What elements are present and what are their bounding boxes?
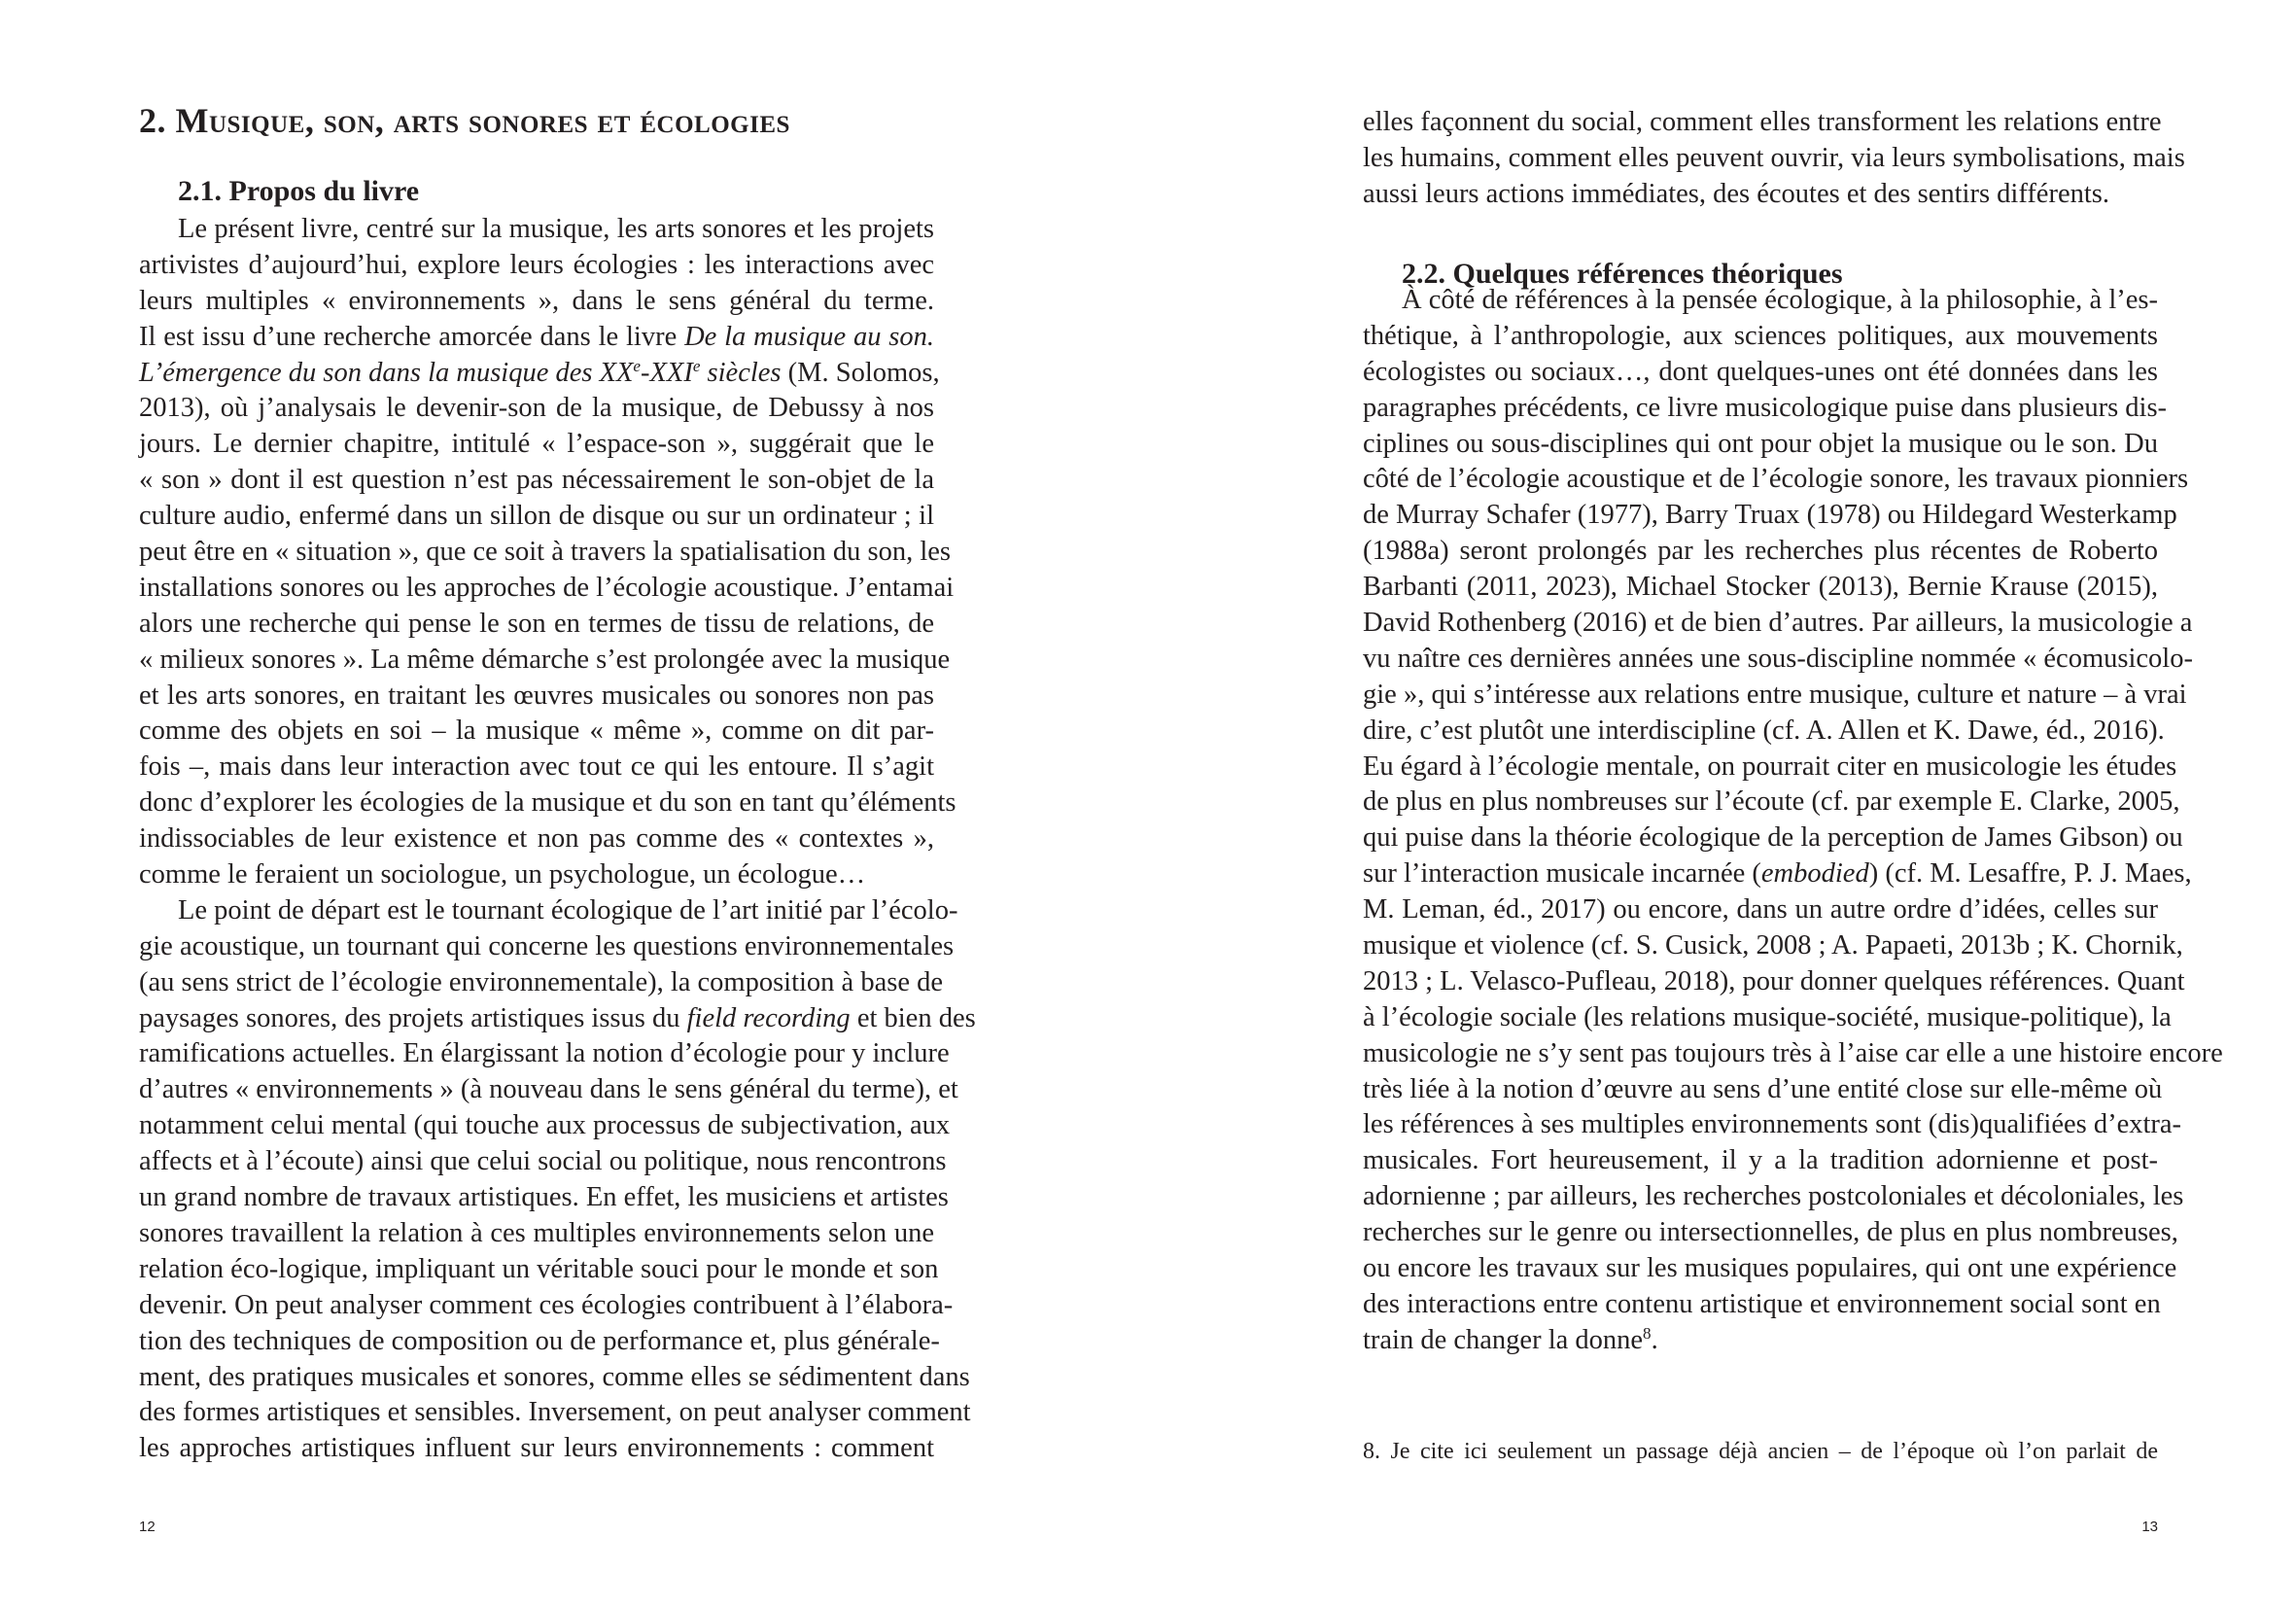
text-line [139,1395,971,1431]
text-segment: Le point de départ est le tournant écologique de l’art initié par l’écolo- [178,894,958,926]
text-segment: et bien des [850,1002,976,1033]
italic-text: embodied [1760,858,1869,890]
text-segment: (M. Solomos, [781,357,940,388]
text-segment: côté de l’écologie acoustique et de l’écologie sonore, les travaux pionniers [1363,464,2189,495]
text-segment: et les arts sonores, en traitant les œuvres musicales ou sonores non pas [139,680,934,711]
text-segment: qui puise dans la théorie écologique de la perception de James Gibson) ou [1363,822,2183,854]
section-heading-2-1: 2.1. Propos du livre [178,175,420,207]
text-segment: 2013), où j’analysais le devenir-son de la musique, de Debussy à nos [139,393,934,424]
text-segment: comme le feraient un sociologue, un psychologue, un écologue… [139,859,866,891]
text-line [139,929,955,965]
text-line [139,391,934,427]
text-segment: thétique, à l’anthropologie, aux sciences politiques, aux mouvements [1363,320,2158,351]
text-line [1363,678,2187,714]
chapter-number: 2. [139,101,176,140]
text-segment: les références à ses multiples environnements sont (dis)qualifiées d’extra- [1363,1109,2182,1140]
text-segment: musicologie ne s’y sent pas toujours très à l’aise car elle a une histoire encore [1363,1037,2223,1068]
text-segment: (1988a) seront prolongés par les recherches plus récentes de Roberto [1363,536,2158,567]
text-segment: indissociables de leur existence et non pas comme des « contextes », [139,823,934,855]
text-segment: gie », qui s’intéresse aux relations entre musique, culture et nature – à vrai [1363,679,2187,710]
text-segment: de plus en plus nombreuses sur l’écoute (cf. par exemple E. Clarke, 2005, [1363,786,2180,818]
text-line [1363,319,2158,355]
text-line [139,893,958,929]
text-segment: ciplines ou sous-disciplines qui ont pour objet la musique ou le son. Du [1363,428,2158,459]
text-line [139,1072,958,1108]
text-segment: fois –, mais dans leur interaction avec tout ce qui les entoure. Il s’agit [139,751,934,783]
text-segment: musique et violence (cf. S. Cusick, 2008 ; A. Papaeti, 2013b ; K. Chornik, [1363,930,2183,961]
text-line [1363,1179,2184,1215]
text-line [1363,427,2158,463]
text-line [1363,1287,2161,1323]
right-page [1148,0,2296,1607]
text-segment: paysages sonores, des projets artistiques issus du [139,1002,687,1033]
text-segment: notamment celui mental (qui touche aux processus de subjectivation, aux [139,1110,951,1141]
text-segment: peut être en « situation », que ce soit à travers la spatialisation du son, les [139,537,951,568]
left-body-text [139,212,976,1467]
text-segment: alors une recherche qui pense le son en termes de tissu de relations, de [139,608,934,639]
text-segment: vu naître ces dernières années une sous-discipline nommée « écomusicolo- [1363,643,2193,674]
text-segment: écologistes ou sociaux…, dont quelques-unes ont été données dans les [1363,356,2158,387]
text-line [139,1360,970,1396]
text-line [139,965,944,1001]
text-segment: « son » dont il est question n’est pas nécessairement le son-objet de la [139,465,934,496]
text-segment: les humains, comment elles peuvent ouvrir, via leurs symbolisations, mais [1363,142,2185,173]
text-segment: Eu égard à l’écologie mentale, on pourrait citer en musicologie les études [1363,751,2177,782]
text-segment: artivistes d’aujourd’hui, explore leurs écologies : les interactions avec [139,249,934,280]
text-line [1363,1215,2178,1251]
text-line [1363,570,2158,606]
text-line [1363,928,2183,964]
italic-text: -XXI [641,357,693,388]
text-segment: M. Leman, éd., 2017) ou encore, dans un autre ordre d’idées, celles sur [1363,894,2158,926]
text-segment: des interactions entre contenu artistique et environnement social sont en [1363,1288,2161,1319]
text-segment: elles façonnent du social, comment elles transforment les relations entre [1363,107,2162,137]
text-line [139,1108,951,1144]
chapter-title [139,99,790,142]
text-segment: David Rothenberg (2016) et de bien d’autres. Par ailleurs, la musicologie a [1363,608,2193,639]
text-segment: . [1651,1324,1658,1355]
text-segment: culture audio, enfermé dans un sillon de disque ou sur un ordinateur ; il [139,501,934,532]
text-line [1363,785,2180,821]
text-line [139,1252,939,1288]
text-segment: donc d’explorer les écologies de la musique et du son en tant qu’éléments [139,787,957,819]
text-segment: à l’écologie sociale (les relations musique-société, musique-politique), la [1363,1001,2172,1032]
text-line [139,284,934,320]
text-segment: sonores travaillent la relation à ces multiples environnements selon une [139,1217,934,1248]
text-segment: ) (cf. M. Lesaffre, P. J. Maes, [1868,858,2192,890]
text-line [1363,462,2189,498]
footnote-8: 8. Je cite ici seulement un passage déjà ancien – de l’époque où l’on parlait de [1363,1439,2158,1464]
text-segment: ou encore les travaux sur les musiques populaires, qui ont une expérience [1363,1253,2177,1284]
text-line [139,571,955,607]
text-line [139,1036,950,1072]
text-segment: train de changer la donne [1363,1324,1644,1355]
text-segment: recherches sur le genre ou intersectionnelles, de plus en plus nombreuses, [1363,1217,2178,1248]
text-line [1363,714,2165,750]
text-segment: installations sonores ou les approches de l’écologie acoustique. J’entamai [139,572,955,603]
text-segment: 2013 ; L. Velasco-Pufleau, 2018), pour donner quelques références. Quant [1363,965,2185,996]
italic-text: siècles [700,357,782,388]
text-line [139,750,934,786]
text-line [139,1180,949,1216]
text-line [1363,892,2158,928]
text-line [1363,1000,2172,1036]
text-segment: très liée à la notion d’œuvre au sens d’une entité close sur elle-même où [1363,1073,2163,1104]
superscript-italic: e [633,356,642,375]
text-line [1363,1036,2223,1072]
text-segment: sur l’interaction musicale incarnée ( [1363,858,1761,890]
text-line [1363,498,2177,534]
footnote-reference: 8 [1643,1323,1652,1343]
text-line [1363,1143,2158,1179]
italic-text: L’émergence du son dans la musique des XX [139,357,634,388]
text-line [139,786,957,821]
text-line [139,463,934,499]
text-segment: les approches artistiques influent sur leurs environnements : comment [139,1433,934,1464]
text-line [1363,391,2168,427]
text-line [139,821,934,857]
italic-text: De la musique au son. [684,321,934,352]
right-body-text [1363,283,2223,1359]
text-line [139,1431,934,1467]
text-line [139,1288,954,1324]
text-line [1363,141,2185,177]
text-line [139,857,934,893]
text-segment: comme des objets en soi – la musique « même », comme on dit par- [139,716,934,747]
page-number-left: 12 [139,1519,156,1535]
text-line [139,499,934,535]
text-line [1363,964,2185,1000]
text-segment: d’autres « environnements » (à nouveau dans le sens général du terme), et [139,1074,958,1105]
text-line [1363,821,2183,856]
chapter-title-text: Musique, son, arts sonores et écologies [175,101,790,140]
text-line [1363,105,2162,141]
text-line [1363,750,2177,786]
text-segment: Il est issu d’une recherche amorcée dans le livre [139,321,685,352]
text-segment: affects et à l’écoute) ainsi que celui social ou politique, nous rencontrons [139,1146,947,1177]
text-line [1363,1323,2158,1359]
text-line [139,356,940,392]
page-number-right: 13 [2141,1519,2158,1535]
text-segment: musicales. Fort heureusement, il y a la tradition adornienne et post- [1363,1145,2158,1176]
text-segment: jours. Le dernier chapitre, intitulé « l’espace-son », suggérait que le [139,429,934,460]
text-segment: des formes artistiques et sensibles. Inversement, on peut analyser comment [139,1397,971,1428]
text-segment: paragraphes précédents, ce livre musicologique puise dans plusieurs dis- [1363,392,2168,423]
text-line [139,1216,934,1252]
text-line [139,320,934,356]
text-line [139,248,934,284]
italic-text: field recording [686,1002,851,1033]
text-line [139,1144,947,1180]
text-line [139,679,934,715]
text-line [139,607,934,643]
text-segment: gie acoustique, un tournant qui concerne les questions environnementales [139,930,955,961]
text-segment: Le présent livre, centré sur la musique, les arts sonores et les projets [178,214,934,244]
text-line [139,714,934,750]
text-segment: aussi leurs actions immédiates, des écoutes et des sentirs différents. [1363,178,2109,209]
superscript-italic: e [692,356,701,375]
text-segment: « milieux sonores ». La même démarche s’est prolongée avec la musique [139,644,951,675]
text-line [1363,606,2193,642]
text-segment: dire, c’est plutôt une interdiscipline (cf. A. Allen et K. Dawe, éd., 2016). [1363,715,2165,746]
text-segment: adornienne ; par ailleurs, les recherches postcoloniales et décoloniales, les [1363,1181,2184,1212]
text-line [139,535,951,571]
text-line [139,212,934,248]
text-segment: À côté de références à la pensée écologique, à la philosophie, à l’es- [1402,285,2158,315]
text-line [1363,177,2158,213]
text-line [1363,534,2158,570]
text-segment: tion des techniques de composition ou de performance et, plus générale- [139,1325,940,1356]
text-line [1363,1072,2163,1108]
text-line [1363,856,2192,892]
text-line [1363,355,2158,391]
text-line [139,427,934,463]
text-segment: (au sens strict de l’écologie environnementale), la composition à base de [139,966,944,997]
text-segment: Barbanti (2011, 2023), Michael Stocker (2013), Bernie Krause (2015), [1363,572,2158,603]
text-line [139,643,951,679]
text-line [139,1001,976,1037]
text-line [1363,283,2158,319]
text-line [1363,1251,2177,1287]
text-segment: ment, des pratiques musicales et sonores, comme elles se sédimentent dans [139,1361,970,1392]
text-segment: devenir. On peut analyser comment ces écologies contribuent à l’élabora- [139,1289,954,1320]
text-segment: de Murray Schafer (1977), Barry Truax (1978) ou Hildegard Westerkamp [1363,500,2177,531]
text-segment: leurs multiples « environnements », dans le sens général du terme. [139,285,934,316]
section-heading-2-2: 2.2. Quelques références théoriques [1402,258,1843,290]
text-line [1363,642,2193,678]
text-segment: relation éco-logique, impliquant un véritable souci pour le monde et son [139,1253,939,1284]
text-line [139,1324,940,1360]
text-segment: ramifications actuelles. En élargissant la notion d’écologie pour y inclure [139,1038,950,1069]
text-line [1363,1107,2182,1143]
right-intro-text [1363,105,2185,213]
text-segment: un grand nombre de travaux artistiques. En effet, les musiciens et artistes [139,1182,949,1213]
